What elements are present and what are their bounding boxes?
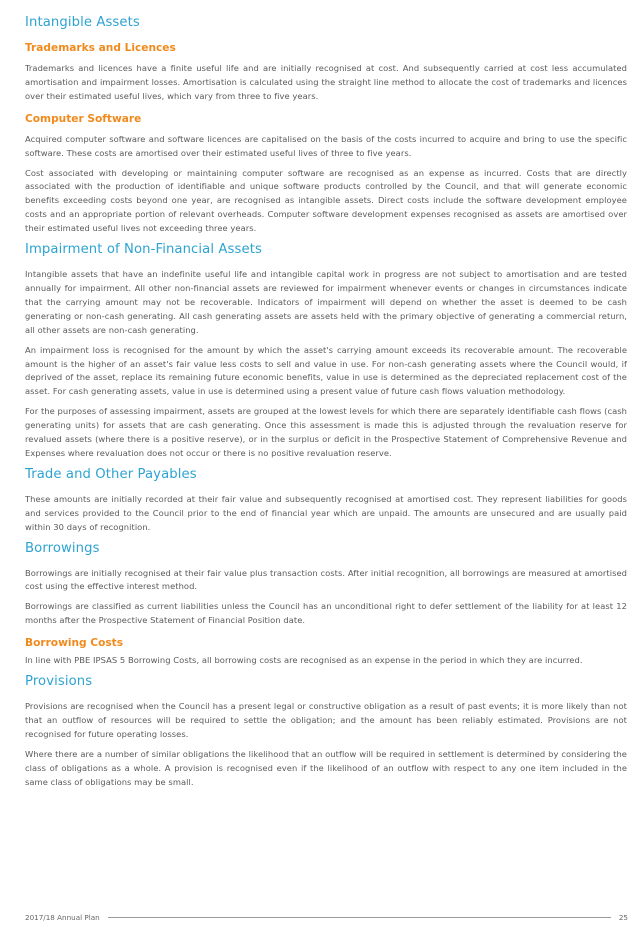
page-footer [25,910,628,924]
paragraph-provisions-2: Where there are a number of similar obligations the likelihood that an outflow will be required in settlement is determined by considering the class of obligations as a whole. A provision is recognised even if the likelihood of an outflow with respect to any one item included in the same class of obligations may be small. [25,748,627,787]
section-title-impairment: Impairment of Non-Financial Assets [25,242,262,258]
paragraph-payables: These amounts are initially recorded at their fair value and subsequently recognised at amortised cost. They represent liabilities for goods and services provided to the Council prior to the end of financial year which are unpaid. The amounts are unsecured and are usually paid within 30 days of recognition. [25,493,627,532]
paragraph-impairment-1: Intangible assets that have an indefinite useful life and intangible capital work in progress are not subject to amortisation and are tested annually for impairment. All other non-financial assets are reviewed for impairment whenever events or changes in circumstances indicate that the carrying amount may not be recoverable. Indicators of impairment will depend on whether the asset is deemed to be cash generating or non-cash generating. All cash generating assets are assets held with the primary objective of generating a commercial return, all other assets are non-cash generating. [25,269,627,335]
paragraph-software-2: Cost associated with developing or maintaining computer software are recognised as an expense as incurred. Costs that are directly associated with the production of identifiable and unique software products controlled by the Council, and that will generate economic benefits exceeding costs beyond one year, are recognised as intangible assets. Direct costs include the software development employee costs and an appropriate portion of relevant overheads. Computer software development expenses recognised as assets are amortised over their estimated useful lives not exceeding three years. [25,167,627,234]
footer-document-title: 2017/18 Annual Plan [25,912,100,922]
paragraph-trademarks: Trademarks and licences have a finite useful life and are initially recognised at cost. And subsequently carried at cost less accumulated amortisation and impairment losses. Amortisation is calculated using the straight line method to allocate the cost of trademarks and licences over their estimated useful lives, which vary from three to five years. [25,63,627,101]
section-title-payables: Trade and Other Payables [25,466,197,482]
paragraph-provisions-1: Provisions are recognised when the Council has a present legal or constructive obligation as a result of past events; it is more likely than not that an outflow of resources will be required to settle the obligation; and the amount has been reliably estimated. Provisions are not recognised for future operating losses. [25,701,627,739]
footer-divider [108,917,611,918]
subsection-title-computer-software: Computer Software [25,112,142,125]
paragraph-borrowings-1: Borrowings are initially recognised at their fair value plus transaction costs. After initial recognition, all borrowings are measured at amortised cost using the effective interest method. [25,567,627,592]
subsection-title-trademarks: Trademarks and Licences [25,42,176,54]
paragraph-borrowing-costs: In line with PBE IPSAS 5 Borrowing Costs, all borrowing costs are recognised as an expense in the period in which they are incurred. [25,655,583,666]
section-title-intangible-assets: Intangible Assets [25,15,140,30]
document-page [25,14,627,790]
paragraph-software-1: Acquired computer software and software licences are capitalised on the basis of the costs incurred to acquire and bring to use the specific software. These costs are amortised over their estimated useful lives of three to five years. [25,133,627,158]
section-title-borrowings: Borrowings [25,540,100,556]
subsection-title-borrowing-costs: Borrowing Costs [25,637,124,650]
footer-page-number: 25 [618,912,628,922]
section-title-provisions: Provisions [25,674,93,690]
paragraph-borrowings-2: Borrowings are classified as current liabilities unless the Council has an unconditional right to defer settlement of the liability for at least 12 months after the Prospective Statement of Financial Position date. [25,601,627,626]
paragraph-impairment-3: For the purposes of assessing impairment, assets are grouped at the lowest levels for which there are separately identifiable cash flows (cash generating units) for assets that are cash generating. Once this assessment is made this is adjusted through the revaluation reserve for revalued assets (where there is a positive reserve), or in the surplus or deficit in the Prospective Statement of Comprehensive Revenue and Expenses where revaluation does not occur or there is no positive revaluation reserve. [25,406,627,458]
paragraph-impairment-2: An impairment loss is recognised for the amount by which the asset's carrying amount exceeds its recoverable amount. The recoverable amount is the higher of an asset's fair value less costs to sell and value in use. For non-cash generating assets where the Council would, if deprived of the asset, replace its remaining future economic benefits, value in use is determined as the depreciated replacement cost of the asset. For cash generating assets, value in use is determined using a present value of future cash flows valuation methodology. [25,344,627,397]
